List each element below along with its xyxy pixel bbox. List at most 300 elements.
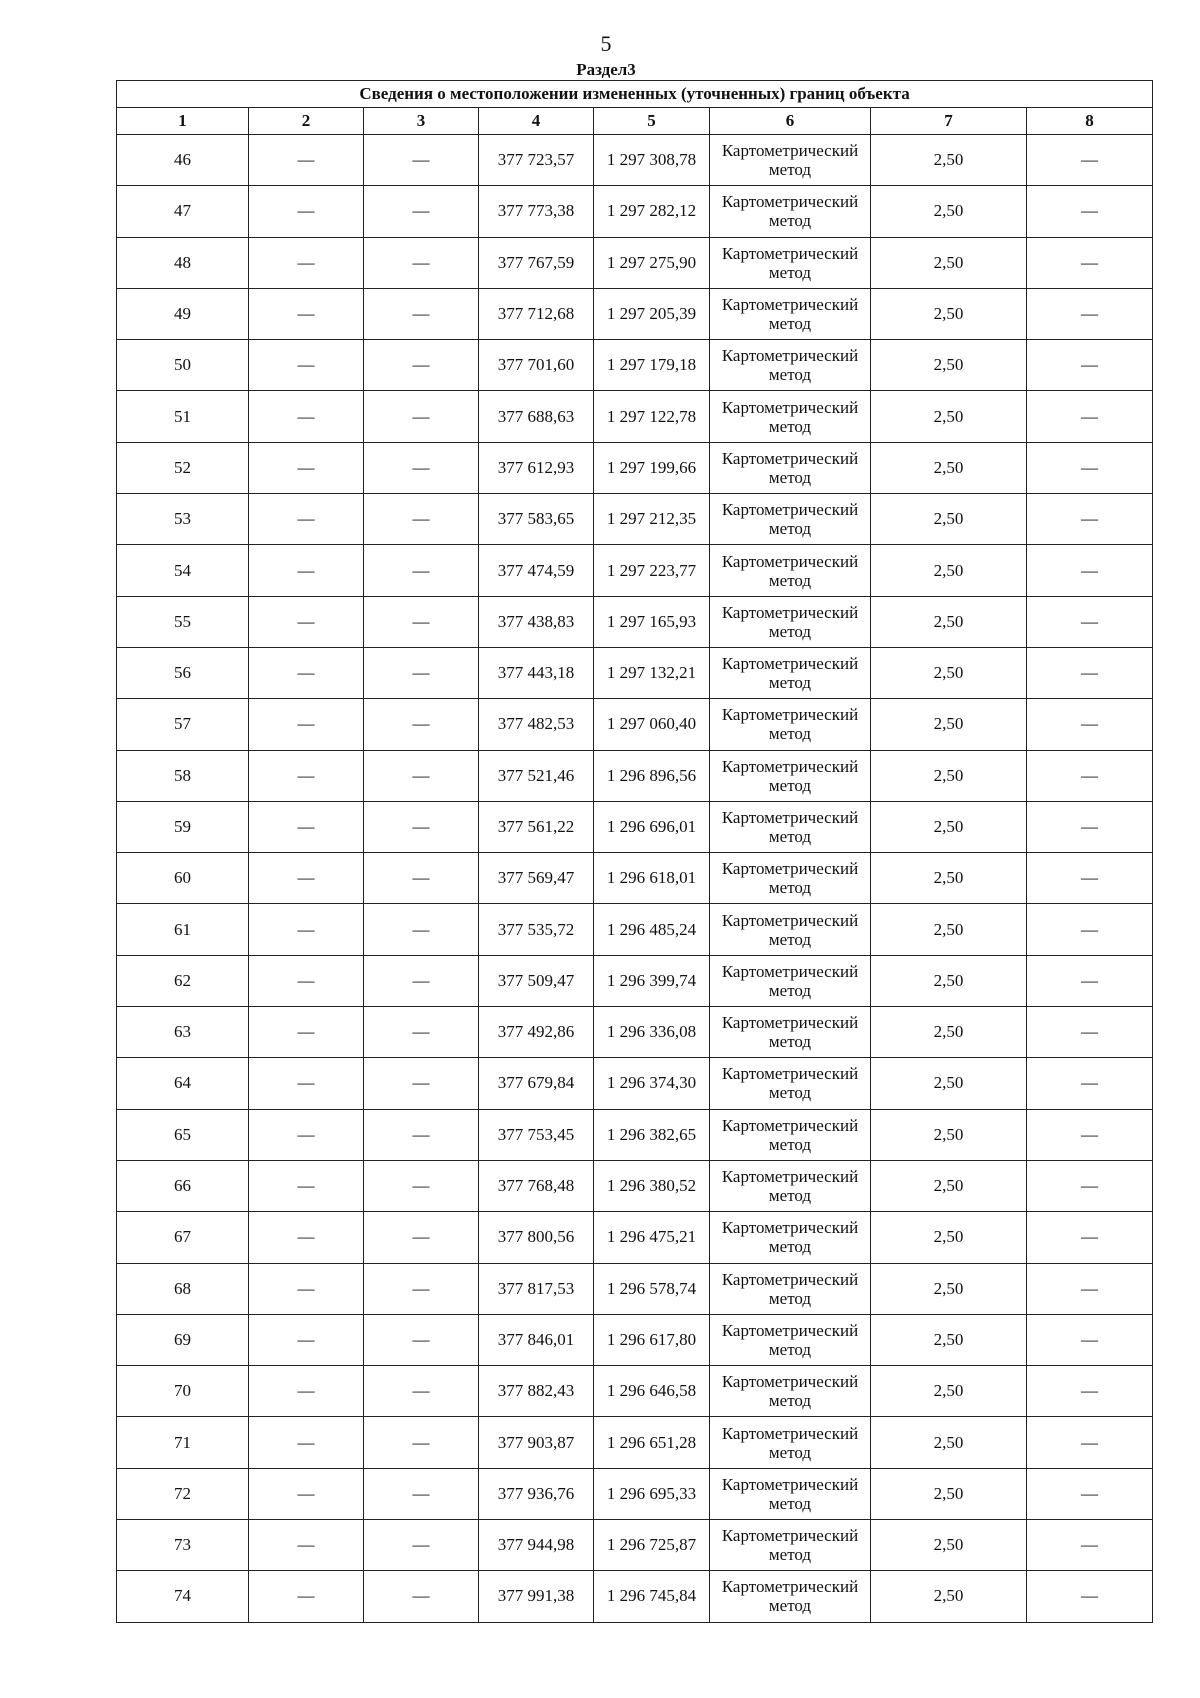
x-coordinate-text: 377 569,47 — [497, 868, 575, 888]
table-row — [117, 1007, 1153, 1058]
accuracy-cell — [871, 1468, 1027, 1519]
column-2-cell — [249, 1520, 364, 1571]
column-8-cell — [1027, 288, 1153, 339]
column-2-text: — — [297, 252, 315, 272]
column-8-cell — [1027, 750, 1153, 801]
x-coordinate-text: 377 521,46 — [497, 765, 575, 785]
column-3-cell — [364, 1058, 479, 1109]
accuracy-cell — [871, 596, 1027, 647]
table-row — [117, 391, 1153, 442]
method-cell — [710, 1263, 871, 1314]
column-8-cell — [1027, 647, 1153, 698]
column-2-cell — [249, 186, 364, 237]
accuracy-text: 2,50 — [933, 1381, 964, 1401]
accuracy-text: 2,50 — [933, 714, 964, 734]
y-coordinate-text: 1 296 896,56 — [606, 765, 697, 785]
x-coordinate-text: 377 701,60 — [497, 355, 575, 375]
point-number-text: 58 — [174, 765, 191, 785]
method-text: Картометрический метод — [721, 1115, 859, 1154]
column-3-cell — [364, 1468, 479, 1519]
accuracy-cell — [871, 1571, 1027, 1622]
y-coordinate-text: 1 296 725,87 — [606, 1535, 697, 1555]
column-8-cell — [1027, 904, 1153, 955]
x-coordinate-cell — [479, 494, 594, 545]
point-number-cell — [117, 442, 249, 493]
x-coordinate-cell — [479, 340, 594, 391]
column-3-text: — — [412, 868, 430, 888]
y-coordinate-text: 1 297 060,40 — [606, 714, 697, 734]
y-coordinate-cell — [594, 391, 710, 442]
column-3-cell — [364, 288, 479, 339]
column-3-text: — — [412, 663, 430, 683]
method-text: Картометрический метод — [721, 1372, 859, 1411]
x-coordinate-text: 377 443,18 — [497, 663, 575, 683]
accuracy-text: 2,50 — [933, 457, 964, 477]
accuracy-cell — [871, 1366, 1027, 1417]
accuracy-cell — [871, 1263, 1027, 1314]
x-coordinate-cell — [479, 442, 594, 493]
point-number-text: 73 — [174, 1535, 191, 1555]
point-number-text: 61 — [174, 919, 191, 939]
y-coordinate-text: 1 296 646,58 — [606, 1381, 697, 1401]
table-row — [117, 853, 1153, 904]
column-2-text: — — [297, 1176, 315, 1196]
point-number-text: 49 — [174, 304, 191, 324]
column-3-cell — [364, 596, 479, 647]
x-coordinate-text: 377 492,86 — [497, 1022, 575, 1042]
x-coordinate-cell — [479, 750, 594, 801]
column-8-cell — [1027, 801, 1153, 852]
x-coordinate-cell — [479, 1212, 594, 1263]
method-cell — [710, 1007, 871, 1058]
y-coordinate-cell — [594, 494, 710, 545]
column-3-text: — — [412, 1227, 430, 1247]
method-text: Картометрический метод — [721, 448, 859, 487]
column-3-cell — [364, 1314, 479, 1365]
column-2-cell — [249, 955, 364, 1006]
x-coordinate-text: 377 846,01 — [497, 1329, 575, 1349]
point-number-cell — [117, 1571, 249, 1622]
column-8-cell — [1027, 135, 1153, 186]
x-coordinate-text: 377 612,93 — [497, 457, 575, 477]
table-row — [117, 1058, 1153, 1109]
table-row — [117, 647, 1153, 698]
point-number-cell — [117, 1109, 249, 1160]
method-cell — [710, 955, 871, 1006]
method-cell — [710, 699, 871, 750]
column-3-cell — [364, 699, 479, 750]
column-8-cell — [1027, 596, 1153, 647]
column-8-text: — — [1081, 355, 1099, 375]
point-number-text: 71 — [174, 1432, 191, 1452]
column-8-cell — [1027, 1571, 1153, 1622]
y-coordinate-cell — [594, 801, 710, 852]
column-2-cell — [249, 904, 364, 955]
column-3-text: — — [412, 970, 430, 990]
y-coordinate-text: 1 296 382,65 — [606, 1124, 697, 1144]
point-number-cell — [117, 647, 249, 698]
column-2-cell — [249, 1160, 364, 1211]
column-8-text: — — [1081, 201, 1099, 221]
x-coordinate-cell — [479, 1263, 594, 1314]
x-coordinate-cell — [479, 955, 594, 1006]
accuracy-text: 2,50 — [933, 150, 964, 170]
column-8-text: — — [1081, 1278, 1099, 1298]
column-8-cell — [1027, 1058, 1153, 1109]
accuracy-cell — [871, 750, 1027, 801]
point-number-cell — [117, 801, 249, 852]
point-number-text: 62 — [174, 970, 191, 990]
accuracy-text: 2,50 — [933, 1124, 964, 1144]
column-3-cell — [364, 186, 479, 237]
column-8-text: — — [1081, 560, 1099, 580]
column-2-text: — — [297, 1432, 315, 1452]
x-coordinate-text: 377 474,59 — [497, 560, 575, 580]
column-8-text: — — [1081, 1483, 1099, 1503]
method-cell — [710, 186, 871, 237]
accuracy-cell — [871, 1417, 1027, 1468]
column-3-text: — — [412, 714, 430, 734]
column-number: 4 — [479, 108, 594, 135]
point-number-cell — [117, 186, 249, 237]
point-number-text: 64 — [174, 1073, 191, 1093]
column-3-text: — — [412, 1483, 430, 1503]
table-row — [117, 1520, 1153, 1571]
column-2-text: — — [297, 457, 315, 477]
table-row — [117, 699, 1153, 750]
x-coordinate-cell — [479, 288, 594, 339]
accuracy-text: 2,50 — [933, 509, 964, 529]
column-2-cell — [249, 135, 364, 186]
table-row — [117, 750, 1153, 801]
y-coordinate-cell — [594, 904, 710, 955]
column-2-cell — [249, 596, 364, 647]
x-coordinate-text: 377 712,68 — [497, 304, 575, 324]
column-8-text: — — [1081, 868, 1099, 888]
x-coordinate-cell — [479, 1520, 594, 1571]
accuracy-cell — [871, 237, 1027, 288]
column-3-cell — [364, 801, 479, 852]
method-text: Картометрический метод — [721, 243, 859, 282]
column-2-cell — [249, 750, 364, 801]
y-coordinate-cell — [594, 186, 710, 237]
point-number-cell — [117, 699, 249, 750]
accuracy-cell — [871, 904, 1027, 955]
method-text: Картометрический метод — [721, 551, 859, 590]
table-row — [117, 955, 1153, 1006]
column-8-text: — — [1081, 1073, 1099, 1093]
x-coordinate-cell — [479, 135, 594, 186]
y-coordinate-cell — [594, 699, 710, 750]
column-3-text: — — [412, 919, 430, 939]
column-2-text: — — [297, 1535, 315, 1555]
method-cell — [710, 391, 871, 442]
y-coordinate-cell — [594, 1314, 710, 1365]
column-8-text: — — [1081, 1176, 1099, 1196]
accuracy-cell — [871, 1109, 1027, 1160]
method-cell — [710, 1520, 871, 1571]
column-8-text: — — [1081, 919, 1099, 939]
column-3-text: — — [412, 355, 430, 375]
x-coordinate-text: 377 561,22 — [497, 817, 575, 836]
y-coordinate-text: 1 296 380,52 — [606, 1176, 697, 1196]
method-text: Картометрический метод — [721, 1474, 859, 1513]
x-coordinate-text: 377 882,43 — [497, 1381, 575, 1401]
x-coordinate-text: 377 535,72 — [497, 919, 575, 939]
point-number-text: 53 — [174, 509, 191, 529]
column-8-text: — — [1081, 970, 1099, 990]
point-number-text: 55 — [174, 611, 191, 631]
point-number-cell — [117, 1520, 249, 1571]
column-2-cell — [249, 1314, 364, 1365]
method-cell — [710, 750, 871, 801]
accuracy-cell — [871, 1007, 1027, 1058]
y-coordinate-cell — [594, 1212, 710, 1263]
table-row — [117, 545, 1153, 596]
method-text: Картометрический метод — [721, 1064, 859, 1103]
x-coordinate-cell — [479, 186, 594, 237]
x-coordinate-cell — [479, 1417, 594, 1468]
table-row — [117, 442, 1153, 493]
column-2-cell — [249, 1212, 364, 1263]
y-coordinate-cell — [594, 1007, 710, 1058]
y-coordinate-cell — [594, 1160, 710, 1211]
column-8-cell — [1027, 442, 1153, 493]
column-3-text: — — [412, 457, 430, 477]
y-coordinate-cell — [594, 1468, 710, 1519]
y-coordinate-text: 1 297 275,90 — [606, 252, 697, 272]
x-coordinate-text: 377 817,53 — [497, 1278, 575, 1298]
column-number: 1 — [117, 108, 249, 135]
column-2-text: — — [297, 1381, 315, 1401]
y-coordinate-cell — [594, 750, 710, 801]
accuracy-text: 2,50 — [933, 1176, 964, 1196]
y-coordinate-text: 1 296 475,21 — [606, 1227, 697, 1247]
accuracy-cell — [871, 391, 1027, 442]
point-number-cell — [117, 237, 249, 288]
column-8-cell — [1027, 1212, 1153, 1263]
y-coordinate-cell — [594, 1263, 710, 1314]
method-text: Картометрический метод — [721, 705, 859, 744]
table-row — [117, 186, 1153, 237]
column-8-text: — — [1081, 1227, 1099, 1247]
column-8-text: — — [1081, 1329, 1099, 1349]
column-3-cell — [364, 1520, 479, 1571]
y-coordinate-text: 1 296 399,74 — [606, 970, 697, 990]
column-8-cell — [1027, 1417, 1153, 1468]
method-text: Картометрический метод — [721, 346, 859, 385]
table-row — [117, 494, 1153, 545]
accuracy-cell — [871, 186, 1027, 237]
column-2-text: — — [297, 663, 315, 683]
column-2-text: — — [297, 919, 315, 939]
table-row — [117, 135, 1153, 186]
column-2-cell — [249, 1468, 364, 1519]
point-number-text: 59 — [174, 817, 191, 836]
point-number-cell — [117, 955, 249, 1006]
column-2-cell — [249, 1571, 364, 1622]
accuracy-text: 2,50 — [933, 1329, 964, 1349]
point-number-cell — [117, 545, 249, 596]
column-3-text: — — [412, 150, 430, 170]
accuracy-cell — [871, 853, 1027, 904]
method-text: Картометрический метод — [721, 500, 859, 539]
accuracy-cell — [871, 955, 1027, 1006]
column-2-cell — [249, 288, 364, 339]
point-number-cell — [117, 1314, 249, 1365]
column-2-cell — [249, 391, 364, 442]
accuracy-cell — [871, 288, 1027, 339]
x-coordinate-cell — [479, 853, 594, 904]
point-number-cell — [117, 596, 249, 647]
column-number-row — [117, 108, 1153, 135]
column-2-cell — [249, 1263, 364, 1314]
column-2-cell — [249, 1109, 364, 1160]
column-number: 5 — [594, 108, 710, 135]
point-number-text: 47 — [174, 201, 191, 221]
accuracy-text: 2,50 — [933, 1022, 964, 1042]
accuracy-text: 2,50 — [933, 611, 964, 631]
column-3-cell — [364, 1212, 479, 1263]
table-row — [117, 1468, 1153, 1519]
accuracy-text: 2,50 — [933, 765, 964, 785]
column-3-cell — [364, 1263, 479, 1314]
column-8-text: — — [1081, 714, 1099, 734]
method-text: Картометрический метод — [721, 141, 859, 180]
method-text: Картометрический метод — [721, 1320, 859, 1359]
accuracy-text: 2,50 — [933, 970, 964, 990]
column-3-cell — [364, 750, 479, 801]
point-number-text: 60 — [174, 868, 191, 888]
accuracy-text: 2,50 — [933, 304, 964, 324]
method-cell — [710, 340, 871, 391]
x-coordinate-text: 377 509,47 — [497, 970, 575, 990]
accuracy-text: 2,50 — [933, 1432, 964, 1452]
x-coordinate-cell — [479, 1007, 594, 1058]
point-number-cell — [117, 340, 249, 391]
column-2-text: — — [297, 765, 315, 785]
point-number-text: 56 — [174, 663, 191, 683]
column-3-cell — [364, 1571, 479, 1622]
point-number-text: 66 — [174, 1176, 191, 1196]
column-3-text: — — [412, 509, 430, 529]
column-2-text: — — [297, 1483, 315, 1503]
column-8-cell — [1027, 340, 1153, 391]
column-2-cell — [249, 647, 364, 698]
column-3-text: — — [412, 560, 430, 580]
accuracy-text: 2,50 — [933, 1073, 964, 1093]
column-2-text: — — [297, 611, 315, 631]
table-row — [117, 288, 1153, 339]
x-coordinate-text: 377 679,84 — [497, 1073, 575, 1093]
column-2-cell — [249, 340, 364, 391]
column-3-cell — [364, 391, 479, 442]
method-text: Картометрический метод — [721, 1269, 859, 1308]
point-number-cell — [117, 1007, 249, 1058]
y-coordinate-cell — [594, 955, 710, 1006]
accuracy-text: 2,50 — [933, 663, 964, 683]
y-coordinate-text: 1 297 199,66 — [606, 457, 697, 477]
y-coordinate-text: 1 297 165,93 — [606, 611, 697, 631]
y-coordinate-text: 1 296 651,28 — [606, 1432, 697, 1452]
accuracy-text: 2,50 — [933, 919, 964, 939]
table-row — [117, 1109, 1153, 1160]
method-text: Картометрический метод — [721, 1013, 859, 1052]
column-8-cell — [1027, 1520, 1153, 1571]
accuracy-text: 2,50 — [933, 1483, 964, 1503]
accuracy-text: 2,50 — [933, 868, 964, 888]
point-number-cell — [117, 391, 249, 442]
accuracy-text: 2,50 — [933, 355, 964, 375]
column-3-cell — [364, 904, 479, 955]
point-number-text: 50 — [174, 355, 191, 375]
column-2-text: — — [297, 714, 315, 734]
table-row — [117, 1366, 1153, 1417]
point-number-cell — [117, 750, 249, 801]
y-coordinate-cell — [594, 545, 710, 596]
column-8-cell — [1027, 1263, 1153, 1314]
table-row — [117, 904, 1153, 955]
accuracy-cell — [871, 340, 1027, 391]
accuracy-cell — [871, 1520, 1027, 1571]
column-2-text: — — [297, 304, 315, 324]
x-coordinate-cell — [479, 1366, 594, 1417]
accuracy-cell — [871, 545, 1027, 596]
accuracy-text: 2,50 — [933, 817, 964, 836]
method-text: Картометрический метод — [721, 859, 859, 898]
method-text: Картометрический метод — [721, 397, 859, 436]
column-2-cell — [249, 1366, 364, 1417]
point-number-text: 48 — [174, 252, 191, 272]
method-text: Картометрический метод — [721, 1423, 859, 1462]
column-8-cell — [1027, 237, 1153, 288]
x-coordinate-cell — [479, 904, 594, 955]
column-2-text: — — [297, 1073, 315, 1093]
accuracy-cell — [871, 442, 1027, 493]
x-coordinate-cell — [479, 596, 594, 647]
method-text: Картометрический метод — [721, 1218, 859, 1257]
y-coordinate-cell — [594, 1571, 710, 1622]
point-number-cell — [117, 494, 249, 545]
y-coordinate-cell — [594, 1417, 710, 1468]
method-cell — [710, 442, 871, 493]
accuracy-text: 2,50 — [933, 201, 964, 221]
method-text: Картометрический метод — [721, 756, 859, 795]
column-8-text: — — [1081, 765, 1099, 785]
table-body — [117, 135, 1153, 1623]
column-3-cell — [364, 442, 479, 493]
column-3-text: — — [412, 1586, 430, 1606]
x-coordinate-cell — [479, 1571, 594, 1622]
column-8-text: — — [1081, 611, 1099, 631]
column-3-text: — — [412, 1432, 430, 1452]
x-coordinate-text: 377 800,56 — [497, 1227, 575, 1247]
y-coordinate-cell — [594, 135, 710, 186]
table-row — [117, 1571, 1153, 1622]
accuracy-cell — [871, 699, 1027, 750]
column-3-text: — — [412, 252, 430, 272]
column-2-cell — [249, 442, 364, 493]
point-number-text: 54 — [174, 560, 191, 580]
column-number: 7 — [871, 108, 1027, 135]
method-cell — [710, 1058, 871, 1109]
column-2-text: — — [297, 1022, 315, 1042]
method-cell — [710, 801, 871, 852]
method-cell — [710, 1571, 871, 1622]
column-2-text: — — [297, 201, 315, 221]
column-3-text: — — [412, 1124, 430, 1144]
point-number-text: 69 — [174, 1329, 191, 1349]
